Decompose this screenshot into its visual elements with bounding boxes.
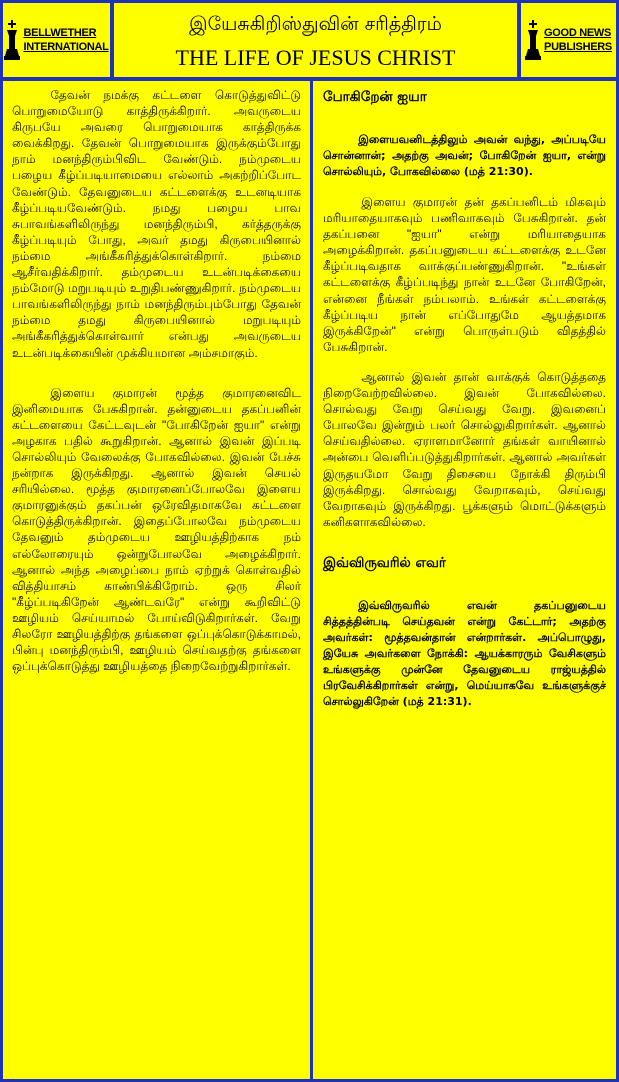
right-column — [313, 81, 616, 1079]
scripture-verse: இளையவனிடத்திலும் அவன் வந்து, அப்படியே சொன்னான்; அதற்கு அவன்; போகிறேன் ஐயா, என்று சொல்லியும், போகவில்லை (மத் 21:30). — [323, 133, 606, 178]
left-column — [3, 81, 310, 1079]
bellwether-logo — [3, 3, 110, 77]
bellwether-logo-text — [23, 26, 108, 54]
good-news-logo — [521, 3, 616, 77]
body-paragraph: ஆனால் இவன் தான் வாக்குக் கொடுத்ததை நிறைவேற்றவில்லை. இவன் போகவில்லை. சொல்வது வேறு செய்வது வேறு. இவனைப் போலவே இன்றும் பலர் சொல்லுகிறார்கள். ஆனால் செய்வதில்லை. ஏராளமானோர் தங்கள் வாயினால் அன்பை வெளிப்படுத்துகிறார்கள். ஆனால் அவர்கள் இருதயமோ வேறு திசையை நோக்கி திரும்பி இருக்கிறது. சொல்வது வேறாகவும், செய்வது வேறாகவும் இருக்கிறது. பூக்களும் மொட்டுக்களும் கனிகளாகவில்லை. — [323, 369, 606, 529]
scripture-verse: இவ்விருவரில் எவன் தகப்பனுடைய சித்தத்தின்படி செய்தவன் என்று கேட்டார்; அதற்கு அவர்கள்: மூத்தவன்தான் என்றார்கள். அப்பொழுது, இயேசு அவர்களை நோக்கி: ஆயக்காரரும் வேசிகளும் உங்களுக்கு முன்னே தேவனுடைய ராஜ்யத்தில் பிரவேசிக்கிறார்கள் என்று, மெய்யாகவே உங்களுக்குச் சொல்லுகிறேன் (மத் 21:31). — [323, 598, 606, 708]
title-tamil: இயேசுகிறிஸ்துவின் சரித்திரம் — [189, 13, 442, 35]
logo-line-1: GOOD NEWS — [544, 27, 612, 39]
chess-king-icon — [4, 20, 20, 60]
logo-line-2: INTERNATIONAL — [23, 41, 109, 53]
chess-king-icon — [525, 20, 541, 60]
body-paragraph: இளைய குமாரன் தன் தகப்பனிடம் மிகவும் மரியாதையாகவும் பணிவாகவும் பேசுகிறான். தன் தகப்பனை "ஐயா" என்று மரியாதையாக அழைக்கிறான். தகப்பனுடைய கட்டளைக்கு உடனே கீழ்ப்படிவதாக வாக்குப்பண்ணுகிறான். "உங்கள் கட்டளைக்கு கீழ்ப்படிந்து நான் உடனே போகிறேன், என்னை நீங்கள் நம்பலாம். உங்கள் கட்டளைக்கு கீழ்ப்படிய நான் எப்போதுமே ஆயத்தமாக இருக்கிறேன்" என்று பொருள்படும் விதத்தில் பேசுகிறான். — [323, 195, 606, 354]
body-paragraph: இளைய குமாரன் மூத்த குமாரனைவிட இனிமையாக பேசுகிறான். தன்னுடைய தகப்பனின் கட்டளையை கேட்டவுடன் "போகிறேன் ஐயா" என்று அழகாக பதில் கூறுகிறான். ஆனால் இவன் இப்படி சொல்லியும் வேலைக்கு போகவில்லை. இவன் பேச்சு நன்றாக இருக்கிறது. ஆனால் இவன் செயல் சரியில்லை. மூத்த குமாரனைப்போலவே இளைய குமாரனுக்கும் தகப்பன் ஒரேவிதமாகவே கட்டளை கொடுத்திருக்கிறான். இதைப்போலவே நம்முடைய தேவனும் தம்முடைய ஊழியத்திற்காக நம் எல்லோரையும் ஒன்றுபோலவே அழைக்கிறார். ஆனால் அந்த அழைப்பை நாம் ஏற்றுக் கொள்வதில் வித்தியாசம் காண்பிக்கிறோம். ஒரு சிலர் "கீழ்ப்படிகிறேன் ஆண்டவரே" என்று கூறிவிட்டு ஊழியம் செய்யாமல் போய்விடுகிறார்கள். வேறு சிலரோ ஊழியத்திற்கு தங்களை ஒப்புக்கொடுக்காமல், பின்பு மனந்திரும்பி, ஊழியம் செய்வதற்கு தங்களை ஒப்புக்கொடுத்து ஊழியத்தை நிறைவேற்றுகிறார்கள். — [12, 385, 301, 674]
logo-line-2: PUBLISHERS — [544, 41, 612, 53]
logo-line-1: BELLWETHER — [23, 27, 97, 39]
section-heading: இவ்விருவரில் எவர் — [323, 554, 446, 571]
section-heading: போகிறேன் ஐயா — [323, 89, 427, 105]
title-banner — [114, 3, 517, 77]
title-english: THE LIFE OF JESUS CHRIST — [175, 45, 456, 70]
good-news-logo-text — [544, 26, 612, 54]
body-paragraph: தேவன் நமக்கு கட்டளை கொடுத்துவிட்டு பொறுமையோடு காத்திருக்கிறார். அவருடைய கிருபயே அவரை பொறுமையாக காத்திருக்க வைக்கிறது. தேவன் பொறுமையாக இருக்கும்போது நாம் மனந்திரும்பிவிட வேண்டும். நம்முடைய பழைய கீழ்ப்படியாமையை எல்லாம் அகற்றிப்போட வேண்டும். தேவனுடைய கட்டளைக்கு உடனடியாக கீழ்ப்படியவேண்டும். நமது பழைய பாவ சுபாவங்களிலிருந்து மனந்திரும்பி, கர்த்தருக்கு கீழ்ப்படியும் போது, அவர் தமது கிருபையினால் நம்மை அங்கீகரித்துக்கொள்கிறார். நம்மை ஆசீர்வதிக்கிறார். தம்முடைய உடன்படிக்கையை நம்மோடு மறுபடியும் உறுதிபண்ணுகிறார். நம்முடைய பாவங்களிலிருந்து நாம் மனந்திரும்பும்போது தேவன் நம்மை தமது கிருபையினால் மறுபடியும் அங்கீகரித்துக்கொள்வார் என்பது அவருடைய உடன்படிக்கையின் முக்கியமான அம்சமாகும். — [12, 88, 301, 360]
